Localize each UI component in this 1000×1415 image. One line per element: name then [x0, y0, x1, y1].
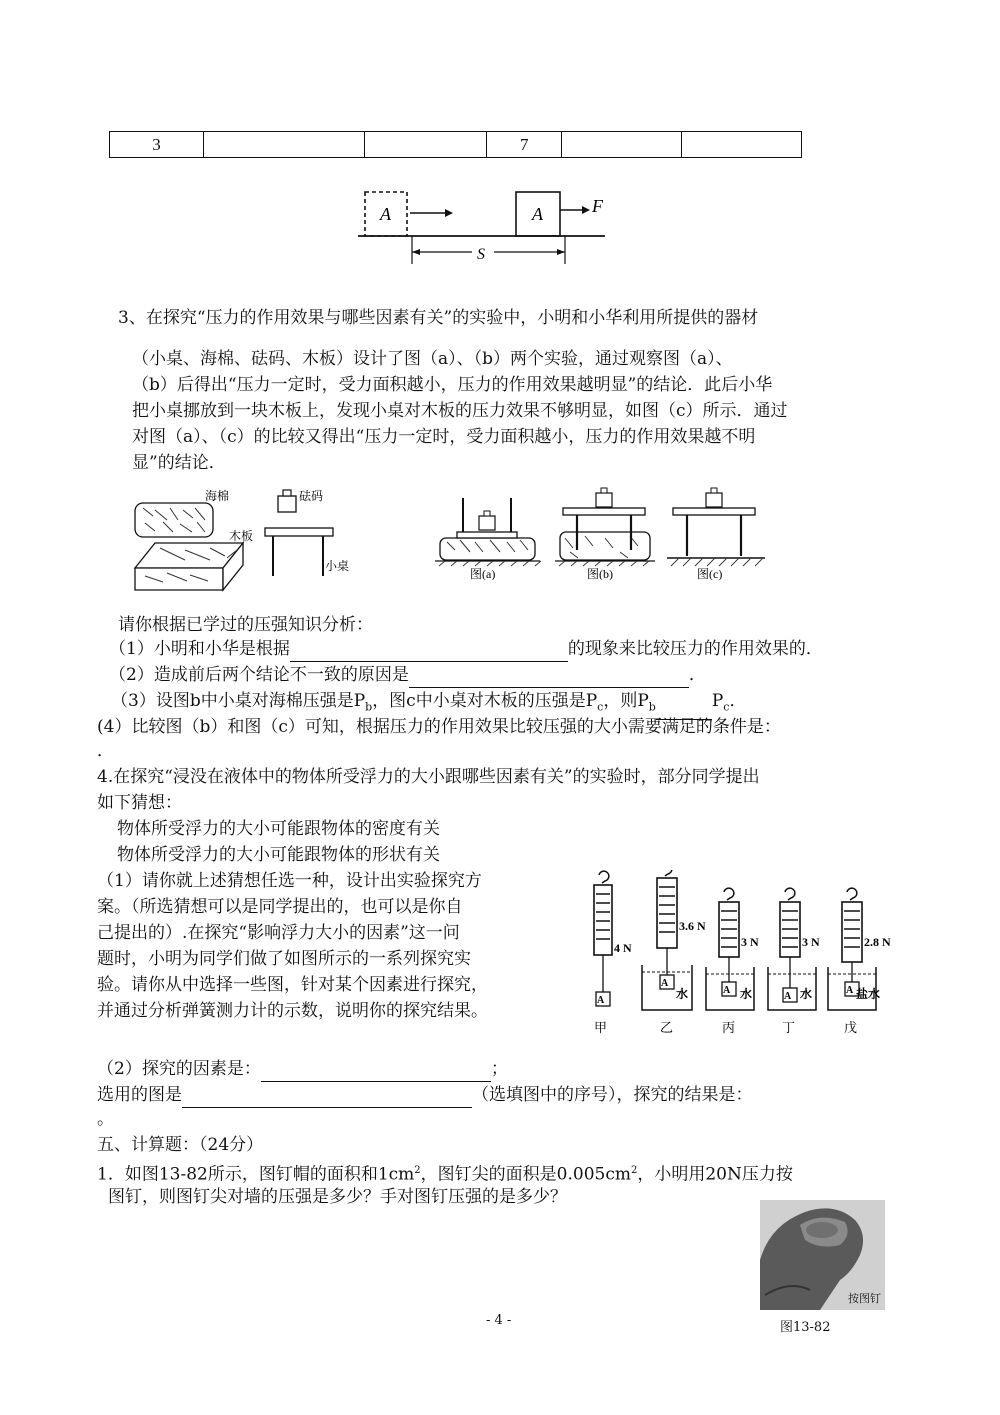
q3-sub-3-text-d: P: [711, 691, 724, 711]
label-wu: 戊: [844, 1020, 858, 1035]
figure-caption: 图13-82: [780, 1320, 831, 1335]
q4-para-5: 验。请你从中选择一些图，针对某个因素进行探究，: [97, 975, 488, 995]
table-label: 小桌: [325, 559, 350, 573]
q4-line-1: 4.在探究“浸没在液体中的物体所受浮力的大小跟哪些因素有关”的实验时，部分同学提出: [97, 767, 760, 787]
reading-bing: 3 N: [741, 935, 759, 949]
table-cell: 7: [487, 132, 562, 158]
calc-q1-text-b: ，图钉尖的面积是0.005cm: [420, 1164, 631, 1185]
q4-sub-3-start: 选用的图是: [97, 1085, 182, 1105]
q3-sub-2-end: ．: [688, 665, 706, 685]
q3-sub-1: [109, 636, 823, 662]
label-bing: 丙: [722, 1020, 736, 1035]
q3-sub-1-start: （1）小明和小华是根据: [109, 639, 290, 659]
block-label: A: [597, 995, 605, 1006]
photo-label: 按图钉: [848, 1293, 881, 1305]
setup-jia: [594, 871, 612, 1006]
q4-sub-2: [97, 1056, 508, 1082]
weight-c: [706, 493, 722, 507]
q3-sub-4-dot: ．: [97, 741, 114, 761]
q4-para-6: 并通过分析弹簧测力计的示数，说明你的探究结果。: [97, 1001, 488, 1021]
force-arrow-head: [582, 206, 590, 214]
board-c-hatch: [671, 558, 763, 566]
q3-sub-3-text-e: ．: [729, 691, 747, 711]
table-cell: [682, 132, 802, 158]
fig-c-label: 图(c): [697, 567, 723, 580]
apparatus-figure: [125, 478, 375, 598]
experiment-abc-figure: [435, 480, 770, 580]
board-front: [135, 568, 223, 590]
weight-b-knob: [601, 488, 607, 493]
block-label: A: [784, 991, 792, 1002]
q4-para-4: 题时，小明为同学们做了如图所示的一系列探究实: [97, 949, 471, 969]
q4-line-2: 如下猜想：: [97, 793, 182, 813]
q4-sub-2-start: （2）探究的因素是：: [97, 1059, 261, 1079]
q3-line-6: 显”的结论．: [132, 453, 226, 473]
liquid-yi: 水: [676, 987, 689, 1001]
table-cell: [365, 132, 487, 158]
subscript-c2: c: [723, 700, 730, 714]
q3-line-3: （b）后得出“压力一定时，受力面积越小，压力的作用效果越明显”的结论．此后小华: [132, 375, 773, 395]
block-label: A: [846, 985, 854, 996]
q3-sub-3-text-a: （3）设图b中小桌对海棉压强是P: [111, 691, 366, 711]
distance-arrow-left: [412, 249, 420, 255]
q3-sub-3-text-b: ，图c中小桌对木板的压强是P: [372, 691, 598, 711]
subscript-b2: b: [648, 700, 656, 714]
answer-blank-1[interactable]: [290, 641, 568, 662]
reading-yi: 3.6 N: [679, 919, 706, 933]
reading-ding: 3 N: [802, 935, 820, 949]
label-ding: 丁: [782, 1020, 796, 1035]
table-cell: [562, 132, 682, 158]
table-cell: 3: [110, 132, 204, 158]
answer-blank-4[interactable]: [261, 1061, 491, 1082]
q4-para-3: 己提出的）.在探究“影响浮力大小的因素”这一问: [97, 923, 460, 943]
q3-sub-2: [109, 662, 706, 688]
table-row: [110, 132, 802, 158]
weight-a-knob: [484, 511, 490, 516]
weight-c-knob: [711, 488, 717, 493]
q3-line-5: 对图（a）、（c）的比较又得出“压力一定时，受力面积越小，压力的作用效果越不明: [132, 427, 756, 447]
answer-blank-2[interactable]: [409, 667, 689, 688]
reading-jia: 4 N: [614, 941, 632, 955]
q3-sub-2-start: （2）造成前后两个结论不一致的原因是: [109, 665, 409, 685]
liquid-bing: 水: [740, 987, 753, 1001]
liquid-ding: 水: [800, 987, 813, 1001]
q4-guess-1: 物体所受浮力的大小可能跟物体的密度有关: [117, 819, 440, 839]
q4-guess-2: 物体所受浮力的大小可能跟物体的形状有关: [117, 845, 440, 865]
section-5-title: 五、计算题：（24分）: [97, 1135, 264, 1155]
sponge-b: [560, 532, 650, 560]
reading-wu: 2.8 N: [864, 935, 891, 949]
calc-q1-line-2: 图钉，则图钉尖对墙的压强是多少？手对图钉压强的是多少？: [108, 1187, 567, 1207]
ground-b-hatch: [559, 561, 649, 566]
block-label-1: A: [380, 204, 391, 224]
fig-a-label: 图(a): [470, 567, 496, 580]
subscript-c: c: [597, 700, 604, 714]
q3-sub-3-text-c: ，则P: [603, 691, 649, 711]
sponge: [135, 503, 213, 537]
q4-sub-3-end: （选填图中的序号），探究的结果是：: [472, 1085, 753, 1105]
weight-a: [479, 516, 495, 530]
weight: [278, 496, 296, 512]
block-motion-figure: [350, 180, 630, 270]
answer-blank-5[interactable]: [182, 1087, 472, 1108]
table-cell: [204, 132, 365, 158]
subscript-b: b: [365, 700, 373, 714]
q4-para-2: 案。（所选猜想可以是同学提出的，也可以是你自: [97, 897, 463, 917]
table-top-a: [457, 532, 517, 538]
q3-line-2: （小桌、海棉、砝码、木板）设计了图（a）、（b）两个实验，通过观察图（a）、: [132, 349, 733, 369]
superscript-2: 2: [630, 1165, 638, 1176]
q3-sub-4: (4）比较图（b）和图（c）可知，根据压力的作用效果比较压强的大小需要满足的条件是：: [97, 717, 781, 737]
weight-b: [596, 493, 612, 507]
q4-sub-3: [97, 1082, 753, 1108]
ground-a-hatch: [439, 561, 541, 566]
block-label: A: [661, 978, 669, 989]
block-label: A: [723, 985, 731, 996]
q4-para-1: （1）请你就上述猜想任选一种，设计出实验探究方: [97, 871, 482, 891]
calc-q1-text-c: ，小明用20N压力按: [637, 1164, 793, 1185]
q4-sub-3-dot: 。: [97, 1109, 114, 1129]
table-top: [265, 528, 333, 536]
liquid-wu: 盐水: [856, 987, 881, 1001]
block-label-2: A: [532, 204, 543, 224]
data-table: [109, 131, 802, 158]
weight-knob: [283, 490, 291, 496]
q3-line-4: 把小桌挪放到一块木板上，发现小桌对木板的压力效果不够明显，如图（c）所示．通过: [132, 401, 788, 421]
table-top-b: [563, 508, 645, 515]
label-jia: 甲: [594, 1020, 608, 1035]
q3-line-1: 3、在探究“压力的作用效果与哪些因素有关”的实验中，小明和小华利用所提供的器材: [118, 308, 759, 328]
distance-arrow-right: [557, 249, 565, 255]
q3-intro: 请你根据已学过的压强知识分析：: [118, 615, 373, 635]
q3-sub-1-end: 的现象来比较压力的作用效果的．: [567, 639, 823, 659]
q4-sub-2-end: ；: [490, 1059, 508, 1079]
calc-q1-text-a: 1．如图13-82所示，图钉帽的面积和1cm: [97, 1164, 415, 1185]
distance-label: S: [477, 246, 485, 263]
weight-label: 砝码: [299, 489, 324, 503]
thumbtack-photo: [760, 1200, 885, 1310]
label-yi: 乙: [660, 1020, 674, 1035]
force-label: F: [592, 196, 603, 216]
sponge-label: 海棉: [205, 489, 230, 503]
fig-b-label: 图(b): [587, 567, 613, 580]
board-label: 木板: [229, 529, 254, 543]
buoyancy-figure: [582, 870, 892, 1050]
superscript-1: 2: [414, 1165, 421, 1176]
table-top-c: [673, 508, 755, 515]
velocity-arrow-head: [445, 209, 453, 217]
page-number: - 4 -: [486, 1313, 512, 1328]
